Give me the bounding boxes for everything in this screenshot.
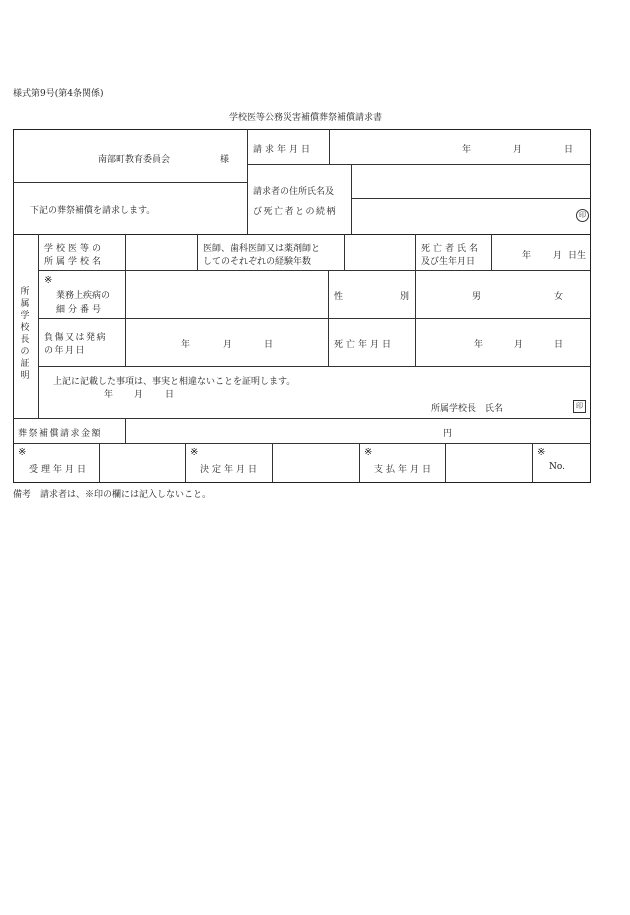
request-date-year: 年 xyxy=(462,145,472,155)
injury-label-line1: 負傷又は発病 xyxy=(44,333,108,343)
request-date-day: 日 xyxy=(564,145,574,155)
claimant-label-line2: び死亡者との続柄 xyxy=(253,207,338,217)
sex-female: 女 xyxy=(554,292,564,302)
disease-label-line1: 業務上疾病の xyxy=(56,291,111,301)
disease-mark: ※ xyxy=(44,275,53,286)
certification-statement: 上記に記載した事項は、事実と相違ないことを証明します。 xyxy=(53,377,296,387)
form-title: 学校医等公務災害補償葬祭補償請求書 xyxy=(229,113,383,123)
certification-month: 月 xyxy=(134,390,144,400)
school-label-line2: 所属学校名 xyxy=(44,257,105,267)
death-year: 年 xyxy=(474,340,484,350)
death-date-label: 死亡年月日 xyxy=(334,340,395,350)
experience-label-line1: 医師、歯科医師又は薬剤師と xyxy=(203,244,321,254)
experience-label-line2: してのそれぞれの経験年数 xyxy=(203,257,312,267)
claimant-label-line1: 請求者の住所氏名及 xyxy=(253,187,335,197)
sex-male: 男 xyxy=(472,292,482,302)
honorific: 様 xyxy=(220,155,230,165)
school-label-line1: 学校医等の xyxy=(44,244,105,254)
received-mark: ※ xyxy=(18,447,27,458)
death-day: 日 xyxy=(554,340,564,350)
deceased-label-line1: 死亡者氏名 xyxy=(421,244,482,254)
yen-unit: 円 xyxy=(443,429,453,439)
funeral-amount-label: 葬祭補償請求金額 xyxy=(18,429,103,439)
received-date-label: 受理年月日 xyxy=(29,465,90,475)
form-number: 様式第9号(第4条関係) xyxy=(13,89,104,99)
sex-label-1: 性 xyxy=(334,292,344,302)
deceased-label-line2: 及び生年月日 xyxy=(421,257,476,267)
remarks: 備考 請求者は、※印の欄には記入しないこと。 xyxy=(13,490,212,500)
request-date-label: 請求年月日 xyxy=(253,145,314,155)
disease-label-line2: 細分番号 xyxy=(56,305,105,315)
injury-month: 月 xyxy=(223,340,233,350)
sex-label-2: 別 xyxy=(400,292,410,302)
claimant-seal-icon: 印 xyxy=(576,209,589,222)
injury-year: 年 xyxy=(181,340,191,350)
request-date-month: 月 xyxy=(513,145,523,155)
decided-mark: ※ xyxy=(190,447,199,458)
number-label: No. xyxy=(549,462,565,472)
addressee: 南部町教育委員会 xyxy=(98,155,171,165)
principal-certification-side-label: 所属学校長の証明 xyxy=(20,287,30,381)
injury-label-line2: の年月日 xyxy=(44,346,87,356)
birth-year: 年 xyxy=(522,251,532,261)
injury-day: 日 xyxy=(264,340,274,350)
paid-mark: ※ xyxy=(364,447,373,458)
birth-day: 日生 xyxy=(568,251,587,261)
death-month: 月 xyxy=(514,340,524,350)
paid-date-label: 支払年月日 xyxy=(374,465,435,475)
principal-name-label: 所属学校長 氏名 xyxy=(431,404,504,414)
birth-month: 月 xyxy=(553,251,563,261)
principal-seal-icon: 印 xyxy=(573,400,586,413)
certification-year: 年 xyxy=(104,390,114,400)
certification-day: 日 xyxy=(165,390,175,400)
number-mark: ※ xyxy=(537,447,546,458)
decided-date-label: 決定年月日 xyxy=(200,465,261,475)
request-statement: 下記の葬祭補償を請求します。 xyxy=(30,206,156,216)
